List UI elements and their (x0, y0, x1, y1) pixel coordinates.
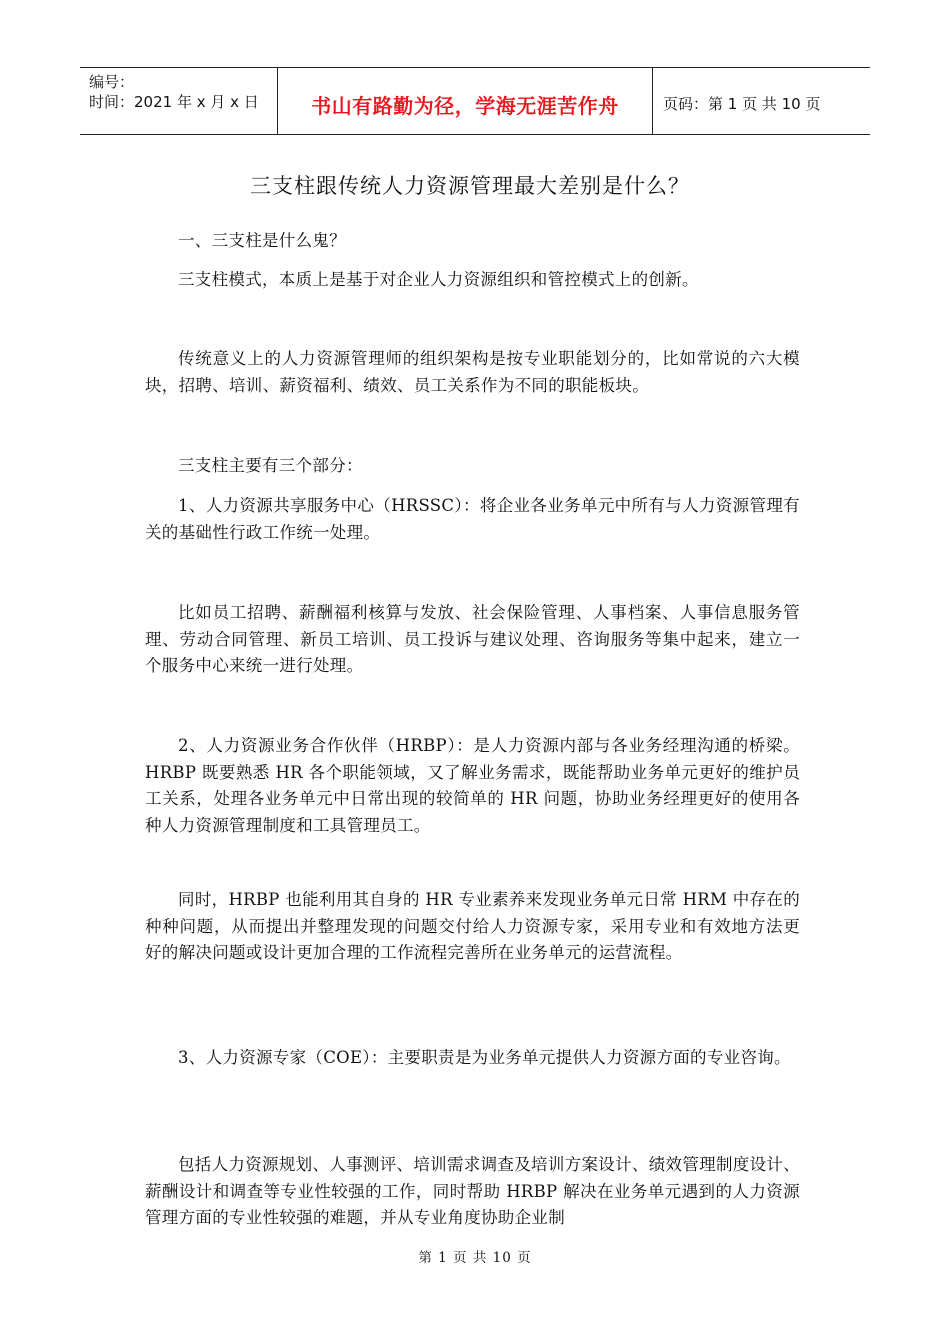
paragraph: 包括人力资源规划、人事测评、培训需求调查及培训方案设计、绩效管理制度设计、薪酬设计和调查等专业性较强的工作，同时帮助 HRBP 解决在业务单元遇到的人力资源管理方面的专业性较强的难题，并从专业角度协助企业制 (145, 1155, 800, 1227)
paragraph: 同时，HRBP 也能利用其自身的 HR 专业素养来发现业务单元日常 HRM 中存在的种种问题，从而提出并整理发现的问题交付给人力资源专家，采用专业和有效地方法更好的解决问题或设计更加合理的工作流程完善所在业务单元的运营流程。 (145, 890, 800, 962)
header-slogan: 书山有路勤为径，学海无涯苦作舟 (311, 94, 619, 118)
paragraph: 传统意义上的人力资源管理师的组织架构是按专业职能划分的，比如常说的六大模块，招聘、培训、薪资福利、绩效、员工关系作为不同的职能板块。 (145, 349, 800, 395)
page-footer: 第 1 页 共 10 页 (418, 1250, 532, 1266)
paragraph: 比如员工招聘、薪酬福利核算与发放、社会保险管理、人事档案、人事信息服务管理、劳动合同管理、新员工培训、员工投诉与建议处理、咨询服务等集中起来，建立一个服务中心来统一进行处理。 (145, 603, 800, 675)
header-page-code: 页码：第 1 页 共 10 页 (663, 95, 821, 113)
paragraph: 2、人力资源业务合作伙伴（HRBP）：是人力资源内部与各业务经理沟通的桥梁。HRBP 既要熟悉 HR 各个职能领域，又了解业务需求，既能帮助业务单元更好的维护员工关系，处理各业务单元中日常出现的较简单的 HR 问题，协助业务经理更好的使用各种人力资源管理制度和工具管理员工。 (145, 736, 800, 835)
header-page-cell (653, 68, 870, 134)
header-meta-cell (80, 68, 278, 134)
paragraph: 3、人力资源专家（COE）：主要职责是为业务单元提供人力资源方面的专业咨询。 (178, 1048, 791, 1067)
paragraph: 三支柱模式，本质上是基于对企业人力资源组织和管控模式上的创新。 (178, 270, 699, 289)
document-number-label: 编号： (89, 73, 135, 91)
header-slogan-cell (278, 68, 653, 134)
document-title: 三支柱跟传统人力资源管理最大差别是什么？ (250, 174, 690, 198)
document-date: 时间：2021 年 x 月 x 日 (89, 93, 259, 111)
paragraph: 一、三支柱是什么鬼？ (178, 231, 346, 250)
paragraph: 1、人力资源共享服务中心（HRSSC）：将企业各业务单元中所有与人力资源管理有关的基础性行政工作统一处理。 (145, 496, 800, 542)
document-header (80, 67, 870, 135)
paragraph: 三支柱主要有三个部分： (178, 456, 363, 475)
